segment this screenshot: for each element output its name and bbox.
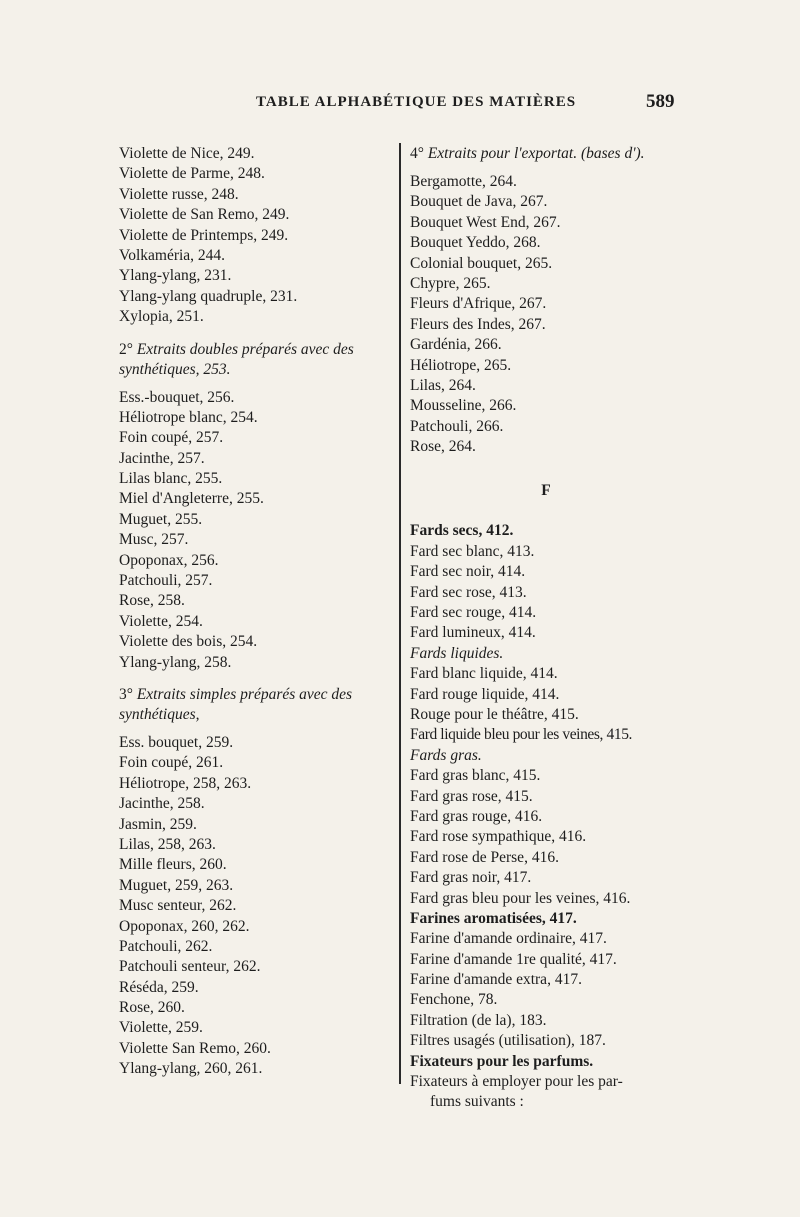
page-title: TABLE ALPHABÉTIQUE DES MATIÈRES: [256, 94, 577, 110]
index-entry: Ess.-bouquet, 256.: [119, 388, 235, 406]
section-letter: F: [541, 482, 551, 500]
index-entry: Fenchone, 78.: [410, 991, 498, 1009]
index-entry: Violette de San Remo, 249.: [119, 206, 290, 224]
index-entry: Fard gras rose, 415.: [410, 787, 533, 805]
index-entry: Foin coupé, 257.: [119, 429, 224, 447]
index-entry: Violette des bois, 254.: [119, 633, 258, 651]
page-number: 589: [646, 91, 675, 112]
index-entry: Bouquet Yeddo, 268.: [410, 234, 541, 252]
index-entry: Ylang-ylang, 231.: [119, 267, 232, 285]
index-entry: Fard gras noir, 417.: [410, 869, 532, 887]
page-header: [0, 91, 800, 118]
index-entry: Fixateurs pour les parfums.: [410, 1052, 594, 1070]
index-entry: Fards gras.: [410, 746, 482, 764]
index-entry: Volkaméria, 244.: [119, 246, 226, 264]
index-entry: Filtration (de la), 183.: [410, 1011, 547, 1029]
index-entry: Fard rose de Perse, 416.: [410, 848, 559, 866]
index-entry: Fard gras bleu pour les veines, 416.: [410, 889, 631, 907]
index-entry: Violette de Parme, 248.: [119, 165, 265, 183]
index-entry: Muguet, 259, 263.: [119, 876, 234, 894]
right-column: [410, 144, 682, 1113]
index-entry: Fard rose sympathique, 416.: [410, 828, 587, 846]
index-entry: Rouge pour le théâtre, 415.: [410, 705, 579, 723]
index-entry: Fards secs, 412.: [410, 522, 514, 540]
section-heading: 3° Extraits simples préparés avec des synthétiques,: [119, 685, 353, 723]
index-entry: Fard sec rose, 413.: [410, 583, 527, 601]
index-entry: Gardénia, 266.: [410, 336, 502, 354]
index-entry: Héliotrope blanc, 254.: [119, 408, 258, 426]
section-heading: 2° Extraits doubles préparés avec des synthétiques, 253.: [119, 340, 354, 378]
index-entry: Fard sec blanc, 413.: [410, 542, 535, 560]
index-entry: Ess. bouquet, 259.: [119, 733, 234, 751]
index-entry: Patchouli, 266.: [410, 417, 504, 435]
index-entry: Héliotrope, 265.: [410, 356, 512, 374]
index-entry: Fard blanc liquide, 414.: [410, 665, 558, 683]
index-entry: Ylang-ylang quadruple, 231.: [119, 287, 298, 305]
index-entry: Lilas, 258, 263.: [119, 835, 216, 853]
index-entry: Patchouli, 262.: [119, 937, 213, 955]
index-entry: Ylang-ylang, 258.: [119, 653, 232, 671]
index-entry: Jacinthe, 257.: [119, 449, 205, 467]
index-entry: Opoponax, 256.: [119, 551, 219, 569]
index-entry: Bouquet West End, 267.: [410, 213, 561, 231]
index-entry: Colonial bouquet, 265.: [410, 254, 553, 272]
index-entry: Fard lumineux, 414.: [410, 624, 536, 642]
index-entry: Fard sec noir, 414.: [410, 563, 526, 581]
index-entry: Ylang-ylang, 260, 261.: [119, 1060, 263, 1078]
index-entry: Farine d'amande ordinaire, 417.: [410, 930, 607, 948]
index-entry: Jacinthe, 258.: [119, 795, 205, 813]
index-entry: Rose, 264.: [410, 438, 476, 456]
index-entry: Réséda, 259.: [119, 978, 199, 996]
index-entry: Musc, 257.: [119, 531, 189, 549]
index-entry: Mousseline, 266.: [410, 397, 517, 415]
index-entry: Violette San Remo, 260.: [119, 1039, 271, 1057]
index-entry: Patchouli senteur, 262.: [119, 958, 261, 976]
index-entry: Lilas, 264.: [410, 376, 476, 394]
index-entry: Fleurs d'Afrique, 267.: [410, 295, 547, 313]
index-entry: Fixateurs à employer pour les par-: [410, 1073, 623, 1091]
index-entry: Violette russe, 248.: [119, 185, 239, 203]
index-entry: Filtres usagés (utilisation), 187.: [410, 1032, 606, 1050]
index-entry: Rose, 260.: [119, 999, 185, 1017]
index-entry: Farines aromatisées, 417.: [410, 909, 577, 927]
index-entry: Farine d'amande 1re qualité, 417.: [410, 950, 617, 968]
index-entry: Bergamotte, 264.: [410, 173, 517, 190]
left-column: [119, 144, 394, 1080]
index-entry: Héliotrope, 258, 263.: [119, 774, 252, 792]
index-entry: Fard liquide bleu pour les veines, 415.: [410, 726, 633, 744]
index-entry: Chypre, 265.: [410, 274, 491, 292]
index-entry: Fards liquides.: [410, 644, 504, 662]
index-entry: Violette, 259.: [119, 1019, 203, 1037]
index-entry: Fard sec rouge, 414.: [410, 604, 537, 622]
index-entry: Fard rouge liquide, 414.: [410, 685, 560, 703]
index-entry: Foin coupé, 261.: [119, 754, 224, 772]
index-entry: Opoponax, 260, 262.: [119, 917, 250, 935]
index-entry: Musc senteur, 262.: [119, 897, 237, 915]
index-entry: Violette de Nice, 249.: [119, 145, 255, 162]
index-entry: Rose, 258.: [119, 592, 185, 610]
index-entry: Fard gras rouge, 416.: [410, 807, 543, 825]
index-entry: Lilas blanc, 255.: [119, 470, 223, 488]
index-entry: Farine d'amande extra, 417.: [410, 971, 582, 989]
index-entry: Fleurs des Indes, 267.: [410, 315, 546, 333]
index-entry: Patchouli, 257.: [119, 572, 213, 590]
index-entry: Bouquet de Java, 267.: [410, 193, 548, 211]
index-entry: Jasmin, 259.: [119, 815, 197, 833]
index-entry: Miel d'Angleterre, 255.: [119, 490, 264, 508]
index-entry: fums suivants :: [430, 1093, 524, 1111]
index-entry: Fard gras blanc, 415.: [410, 767, 541, 785]
index-entry: Muguet, 255.: [119, 510, 203, 528]
index-entry: Xylopia, 251.: [119, 308, 204, 326]
index-entry: Violette de Printemps, 249.: [119, 226, 289, 244]
column-divider: [399, 143, 401, 1084]
index-entry: Violette, 254.: [119, 612, 203, 630]
section-heading: 4° Extraits pour l'exportat. (bases d').: [410, 145, 645, 162]
index-entry: Mille fleurs, 260.: [119, 856, 227, 874]
